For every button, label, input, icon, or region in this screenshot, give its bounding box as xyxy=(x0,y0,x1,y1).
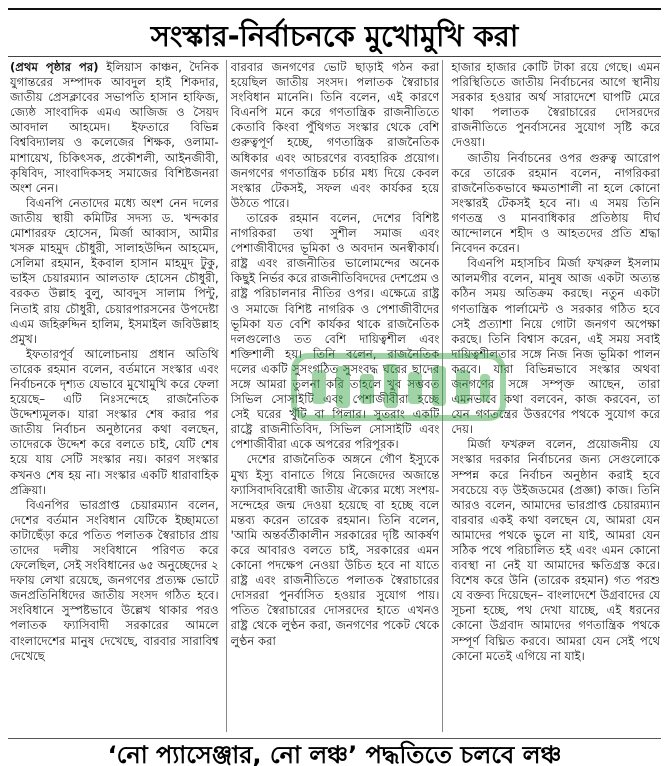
article-column-2 xyxy=(231,60,440,732)
paragraph: জাতীয় নির্বাচনের ওপর গুরুত্ব আরোপ করে তারেক রহমান বলেন, নাগরিকরা রাজনৈতিকভাবে ক্ষমতাশালী না হলে কোনো সংস্কারই টেকসই হবে না। এ সময় তিনি গণতন্ত্র ও মানবাধিকার প্রতিষ্ঠায় দীর্ঘ আন্দোলনে শহীদ ও আহতদের প্রতি শ্রদ্ধা নিবেদন করেন। xyxy=(451,150,661,256)
paragraph: বিএনপির ভারপ্রাপ্ত চেয়ারম্যান বলেন, দেশের বর্তমান সংবিধান যেটিকে ইচ্ছামতো কাটাছেঁড়া করে পতিত পলাতক স্বৈরাচার প্রায় তাদের দলীয় সংবিধানে পরিণত করে ফেলেছিল, সেই সংবিধানের ৬৫ অনুচ্ছেদের ২ দফায় লেখা রয়েছে, জনগণের প্রত্যক্ষ ভোটে জনপ্রতিনিধিদের জাতীয় সংসদ গঠিত হবে। সংবিধানে সুস্পষ্টভাবে উল্লেখ থাকার পরও পলাতক ফ্যাসিবাদী সরকারের আমলে বাংলাদেশের মানুষ দেখেছে, বারবার সারাবিশ্ব দেখেছে xyxy=(10,497,219,663)
article-column-3 xyxy=(451,60,660,732)
headline-underline xyxy=(8,56,661,57)
paragraph-text: ইলিয়াস কাঞ্চন, দৈনিক যুগান্তরের সম্পাদক আবদুল হাই শিকদার, জাতীয় প্রেসক্লাবের সভাপতি হাসান হাফিজ, জ্যেষ্ঠ সাংবাদিক এমএ আজিজ ও সৈয়দ আবদাল আহমেদ। ইফতারে বিভিন্ন বিশ্ববিদ্যালয় ও কলেজের শিক্ষক, ওলামা-মাশায়েখ, চিকিৎসক, প্রকৌশলী, আইনজীবী, কৃষিবিদ, সাংবাদিকসহ সমাজের বিশিষ্টজনরা অংশ নেন। xyxy=(10,60,219,195)
top-rule xyxy=(8,8,661,10)
column-divider xyxy=(226,60,227,732)
paragraph: তারেক রহমান বলেন, দেশের বিশিষ্ট নাগরিকরা তথা সুশীল সমাজ এবং পেশাজীবীদের ভূমিকা ও অবদান অনস্বীকার্য। রাষ্ট্র এবং রাজনীতির ভালোমন্দের অনেক কিছুই নির্ভর করে রাজনীতিবিদদের দেশপ্রেম ও রাষ্ট্র পরিচালনার নীতির ওপর। এক্ষেত্রে রাষ্ট্র ও সমাজে বিশিষ্ট নাগরিক ও পেশাজীবীদের ভূমিকা যত বেশি কার্যকর থাকে রাজনৈতিক দলগুলোও তত বেশি দায়িত্বশীল এবং শক্তিশালী হয়। তিনি বলেন, রাজনৈতিক দলের একটি সুসংগঠিত সুসংবদ্ধ ঘরের ছাদের সঙ্গে আমরা তুলনা করি তাহলে খুব সম্ভবত সিভিল সোসাইটি এবং পেশাজীবীরা হচ্ছে সেই ঘরের খুঁটি বা পিলার। সুতরাং একটি রাষ্ট্রে রাজনীতিবিদ, সিভিল সোসাইটি এবং পেশাজীবীরা একে অপরের পরিপূরক। xyxy=(230,210,440,452)
paragraph: বিএনপি নেতাদের মধ্যে অংশ নেন দলের জাতীয় স্থায়ী কমিটির সদস্য ড. খন্দকার মোশাররফ হোসেন, মির্জা আব্বাস, আমীর খসরু মাহমুদ চৌধুরী, সালাহউদ্দিন আহমেদ, সেলিমা রহমান, ইকবাল হাসান মাহমুদ টুকু, ভাইস চেয়ারম্যান আলতাফ হোসেন চৌধুরী, বরকত উল্লাহ বুলু, আবদুস সালাম পিন্টু, নিতাই রায় চৌধুরী, চেয়ারপারসনের উপদেষ্টা এএম জহিরুদ্দিন হালিম, ইসমাইল জবিউল্লাহ প্রমুখ। xyxy=(10,195,219,346)
column-divider xyxy=(442,60,443,732)
next-article-headline: ‘নো প্যাসেঞ্জার, নো লঞ্চ’ পদ্ধতিতে চলবে লঞ্চ xyxy=(107,741,562,766)
paragraph xyxy=(10,60,219,196)
paragraph: ইফতারপূর্ব আলোচনায় প্রধান অতিথি তারেক রহমান বলেন, বর্তমানে সংস্কার এবং নির্বাচনকে দৃশ্যত যেভাবে মুখোমুখি করে ফেলা হয়েছে– এটি নিঃসন্দেহে রাজনৈতিক উদ্দেশ্যমূলক। যারা সংস্কার শেষ করার পর জাতীয় নির্বাচন অনুষ্ঠানের কথা বলছেন, তাদেরকে উদ্দেশ করে বলতে চাই, যেটি শেষ হয়ে যায় সেটি সংস্কার নয়। কারণ সংস্কার কখনও শেষ হয় না। সংস্কার একটি ধারাবাহিক প্রক্রিয়া। xyxy=(10,346,219,497)
page-headline: সংস্কার-নির্বাচনকে মুখোমুখি করা xyxy=(150,19,519,53)
paragraph: হাজার হাজার কোটি টাকা রয়ে গেছে। এমন পরিস্থিতিতে জাতীয় নির্বাচনের আগে স্থানীয় সরকার হওয়ার অর্থ সারাদেশে ঘাপটি মেরে থাকা পলাতক স্বৈরাচারের দোসরদের রাজনীতিতে পুনর্বাসনের সুযোগ সৃষ্টি করে দেওয়া। xyxy=(451,60,661,150)
jump-note: (প্রথম পৃষ্ঠার পর) xyxy=(10,60,99,74)
paragraph: বিএনপি মহাসচিব মির্জা ফখরুল ইসলাম আলমগীর বলেন, মানুষ আজ একটা অত্যন্ত কঠিন সময় অতিক্রম করছে। নতুন একটা গণতান্ত্রিক পার্লামেন্ট ও সরকার গঠিত হবে সেই প্রত্যাশা নিয়ে গোটা জনগণ অপেক্ষা করছে। তিনি বিশ্বাস করেন, এই সময় সবাই দায়িত্বশীলতার সঙ্গে নিজ নিজ ভূমিকা পালন করবে। যারা বিভিন্নভাবে সংস্কার অথবা জনগণের সঙ্গে সম্পৃক্ত আছেন, তারা এমনভাবে কথা বলবেন, কাজ করবেন, তা যেন গণতন্ত্রের উত্তরণের পথকে সুযোগ করে দেয়। xyxy=(451,256,661,437)
paragraph: বারবার জনগণের ভোট ছাড়াই গঠন করা হয়েছিল জাতীয় সংসদ। পলাতক স্বৈরাচার সংবিধান মানেনি। তিনি বলেন, এই কারণে বিএনপি মনে করে গণতান্ত্রিক রাজনীতিতে কেতাবি কিংবা পুঁথিগত সংস্কার থেকে বেশি গুরুত্বপূর্ণ হচ্ছে, গণতান্ত্রিক রাজনৈতিক অধিকার এবং আচরণের ব্যবহারিক প্রয়োগ। জনগণের গণতান্ত্রিক চর্চার মধ্য দিয়ে কেবল সংস্কার টেকসই, সফল এবং কার্যকর হয়ে উঠতে পারে। xyxy=(230,60,440,210)
paragraph: দেশের রাজনৈতিক অঙ্গনে গৌণ ইস্যুকে মুখ্য ইস্যু বানাতে গিয়ে নিজেদের অজান্তে ফ্যাসিবাদবিরোধী জাতীয় ঐক্যের মধ্যে সংশয়-সন্দেহের জন্ম দেওয়া হয়েছে বা হচ্ছে বলে মন্তব্য করেন তারেক রহমান। তিনি বলেন, 'আমি অন্তর্বর্তীকালীন সরকারের দৃষ্টি আকর্ষণ করে আবারও বলতে চাই, সরকারের এমন কোনো পদক্ষেপ নেওয়া উচিত হবে না যাতে রাষ্ট্র এবং রাজনীতিতে পলাতক স্বৈরাচারের দোসররা পুনর্বাসিত হওয়ার সুযোগ পায়। পতিত স্বৈরাচারের দোসরদের হাতে এখনও রাষ্ট্র থেকে লুণ্ঠন করা, জনগণের পকেট থেকে লুণ্ঠন করা xyxy=(230,452,440,648)
paragraph: মির্জা ফখরুল বলেন, প্রয়োজনীয় যে সংস্কার দরকার নির্বাচনের জন্য সেগুলোকে সম্পন্ন করে নির্বাচন অনুষ্ঠান করাই হবে সবচেয়ে বড় উইজডমের (প্রজ্ঞা) কাজ। তিনি আরও বলেন, আমাদের ভারপ্রাপ্ত চেয়ারম্যান বারবার একই কথা বলছেন যে, আমরা যেন আমাদের পথকে ভুলে না যাই, আমরা যেন সঠিক পথে পরিচালিত হই এবং এমন কোনো ব্যবস্থা না নেই যা আমাদের ক্ষতিগ্রস্ত করে। বিশেষ করে উনি (তারেক রহমান) গত পরশু যে বক্তব্য দিয়েছেন– বাংলাদেশে উগ্রবাদের যে সূচনা হচ্ছে, পথ দেখা যাচ্ছে, এই ধরনের কোনো উগ্রবাদ আমাদের গণতান্ত্রিক পথকে সম্পূর্ণ বিঘ্নিত করবে। আমরা যেন সেই পথে কোনো মতেই এগিয়ে না যাই। xyxy=(451,437,661,663)
article-column-1 xyxy=(10,60,219,732)
bottom-rule xyxy=(8,738,661,739)
article-columns xyxy=(10,60,660,732)
